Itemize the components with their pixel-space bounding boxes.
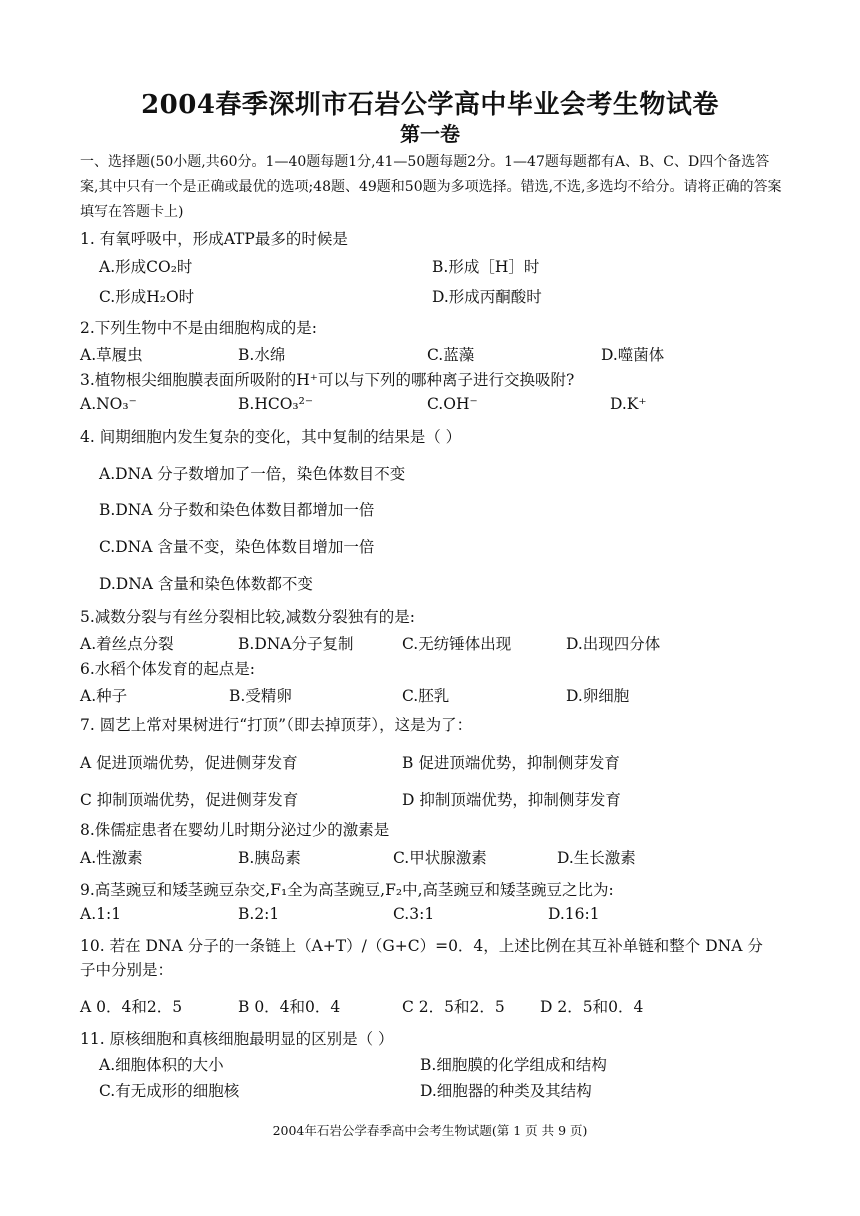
question-11-stem: 11. 原核细胞和真核细胞最明显的区别是（ ） [80,1030,394,1048]
question-10-option-d: D 2．5和0．4 [540,998,644,1016]
question-10-stem-line-1: 10. 若在 DNA 分子的一条链上（A+T）/（G+C）=0．4，上述比例在其互补单链和整个 DNA 分 [80,937,763,955]
question-11-option-c: C.有无成形的细胞核 [99,1082,240,1100]
question-3-option-c: C.OH⁻ [427,395,478,413]
question-9-option-a: A.1:1 [80,905,122,923]
question-3-option-b: B.HCO₃²⁻ [238,395,314,413]
question-5-option-d: D.出现四分体 [566,635,661,653]
question-7-option-b: B 促进顶端优势，抑制侧芽发育 [402,754,620,772]
question-4-option-d: D.DNA 含量和染色体数都不变 [99,575,313,593]
question-6-option-d: D.卵细胞 [566,687,630,705]
question-8-option-a: A.性激素 [80,849,143,867]
question-2-stem: 2.下列生物中不是由细胞构成的是: [80,319,318,337]
question-5-stem: 5.减数分裂与有丝分裂相比较,减数分裂独有的是: [80,608,415,626]
question-8-option-c: C.甲状腺激素 [393,849,487,867]
question-2-option-d: D.噬菌体 [601,346,665,364]
question-7-option-c: C 抑制顶端优势，促进侧芽发育 [80,791,299,809]
question-4-stem: 4. 间期细胞内发生复杂的变化，其中复制的结果是（ ） [80,428,462,446]
question-9-option-d: D.16:1 [548,905,600,923]
question-2-option-c: C.蓝藻 [427,346,475,364]
page-footer: 2004年石岩公学春季高中会考生物试题(第 1 页 共 9 页) [272,1123,588,1138]
question-3-option-d: D.K⁺ [610,395,647,413]
question-8-option-b: B.胰岛素 [238,849,301,867]
question-6-stem: 6.水稻个体发育的起点是: [80,660,256,678]
question-10-stem-line-2: 子中分别是： [80,961,174,979]
question-9-option-b: B.2:1 [238,905,280,923]
question-1-option-c: C.形成H₂O时 [99,288,195,306]
question-4-option-c: C.DNA 含量不变，染色体数目增加一倍 [99,538,375,556]
question-6-option-b: B.受精卵 [229,687,292,705]
question-1-option-d: D.形成丙酮酸时 [432,288,542,306]
question-4-option-b: B.DNA 分子数和染色体数目都增加一倍 [99,501,375,519]
question-1-option-b: B.形成［H］时 [432,258,540,276]
question-5-option-b: B.DNA分子复制 [238,635,354,653]
question-11-option-b: B.细胞膜的化学组成和结构 [420,1056,607,1074]
question-7-option-d: D 抑制顶端优势，抑制侧芽发育 [402,791,621,809]
question-2-option-b: B.水绵 [238,346,286,364]
question-10-option-c: C 2．5和2．5 [402,998,505,1016]
question-11-option-a: A.细胞体积的大小 [99,1056,224,1074]
question-6-option-c: C.胚乳 [402,687,450,705]
question-6-option-a: A.种子 [80,687,128,705]
question-8-option-d: D.生长激素 [557,849,636,867]
question-9-option-c: C.3:1 [393,905,435,923]
question-1-stem: 1. 有氧呼吸中，形成ATP最多的时候是 [80,230,348,248]
question-3-option-a: A.NO₃⁻ [80,395,137,413]
question-5-option-a: A.着丝点分裂 [80,635,174,653]
question-5-option-c: C.无纺锤体出现 [402,635,512,653]
question-11-option-d: D.细胞器的种类及其结构 [420,1082,592,1100]
question-4-option-a: A.DNA 分子数增加了一倍，染色体数目不变 [99,465,406,483]
question-8-stem: 8.侏儒症患者在婴幼儿时期分泌过少的激素是 [80,821,390,839]
question-10-option-a: A 0．4和2．5 [80,998,183,1016]
question-9-stem: 9.高茎豌豆和矮茎豌豆杂交,F₁全为高茎豌豆,F₂中,高茎豌豆和矮茎豌豆之比为: [80,881,614,899]
page-title: 2004春季深圳市石岩公学高中毕业会考生物试卷 [141,90,719,120]
question-1-option-a: A.形成CO₂时 [99,258,193,276]
question-3-stem: 3.植物根尖细胞膜表面所吸附的H⁺可以与下列的哪种离子进行交换吸附? [80,371,575,389]
instructions: 一、选择题(50小题,共60分。1—40题每题1分,41—50题每题2分。1—47题每题都有A、B、C、D四个备选答案,其中只有一个是正确或最优的选项;48题、49题和50题为多项选择。错选,不选,多选均不给分。请将正确的答案填写在答题卡上) [80,154,782,220]
section-title: 第一卷 [400,122,460,146]
question-10-option-b: B 0．4和0．4 [238,998,341,1016]
question-7-option-a: A 促进顶端优势，促进侧芽发育 [80,754,298,772]
question-2-option-a: A.草履虫 [80,346,143,364]
question-7-stem: 7. 圆艺上常对果树进行“打顶”（即去掉顶芽），这是为了： [80,716,473,734]
